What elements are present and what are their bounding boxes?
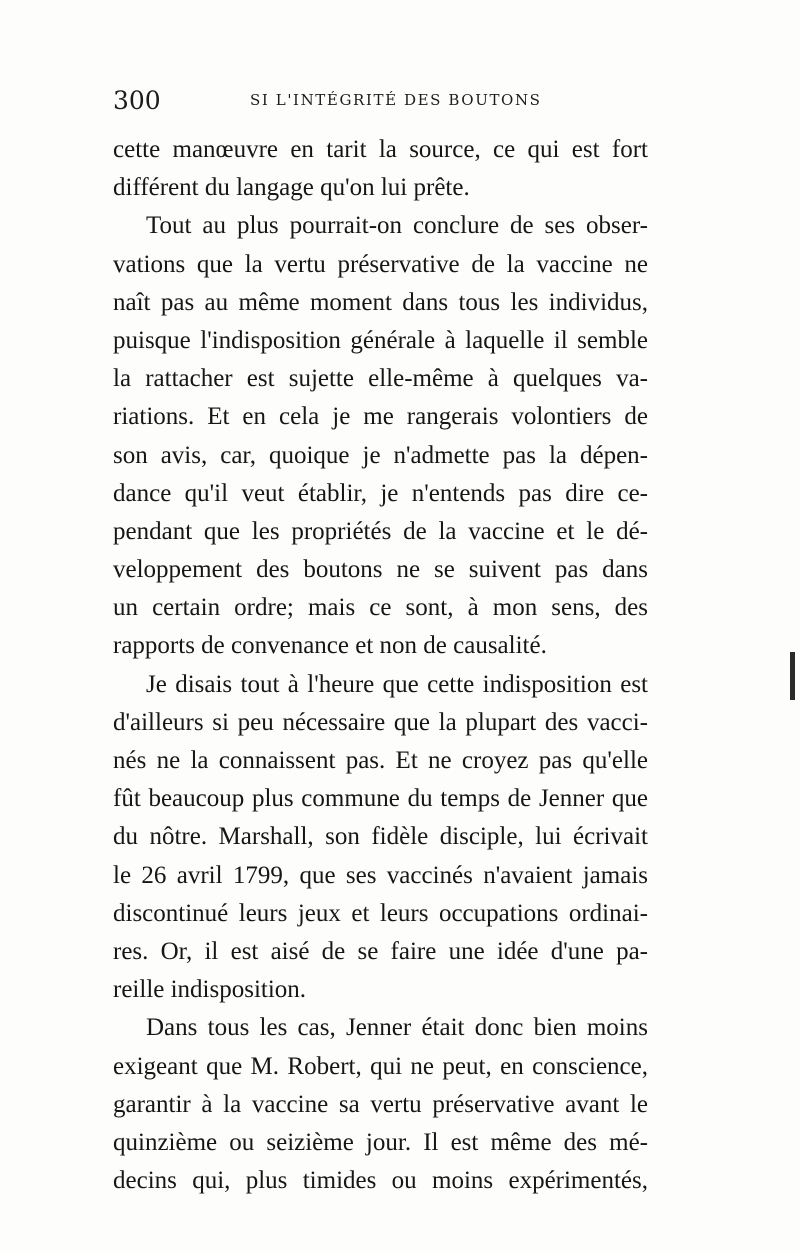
text-line: reille indisposition. xyxy=(113,976,307,1004)
text-line: discontinué leurs jeux et leurs occupations ordinai- xyxy=(113,899,648,927)
text-line: exigeant que M. Robert, qui ne peut, en conscience, xyxy=(113,1052,648,1080)
text-line: d'ailleurs si peu nécessaire que la plupart des vacci- xyxy=(113,708,648,736)
body-text xyxy=(113,131,648,1200)
text-line: puisque l'indisposition générale à laquelle il semble xyxy=(113,326,648,354)
text-line: du nôtre. Marshall, son fidèle disciple, lui écrivait xyxy=(113,823,648,851)
text-line: Dans tous les cas, Jenner était donc bien moins xyxy=(146,1014,648,1042)
text-line: garantir à la vaccine sa vertu préservative avant le xyxy=(113,1090,648,1118)
text-line: pendant que les propriétés de la vaccine et le dé- xyxy=(113,517,648,545)
running-head xyxy=(113,86,593,118)
text-line: son avis, car, quoique je n'admette pas la dépen- xyxy=(113,441,648,469)
text-line: veloppement des boutons ne se suivent pas dans xyxy=(113,556,648,584)
running-title: SI L'INTÉGRITÉ DES BOUTONS xyxy=(250,91,542,109)
text-line: fût beaucoup plus commune du temps de Jenner que xyxy=(113,785,648,813)
scan-edge-mark xyxy=(790,652,795,700)
text-line: riations. Et en cela je me rangerais volontiers de xyxy=(113,403,648,431)
text-line: le 26 avril 1799, que ses vaccinés n'avaient jamais xyxy=(113,861,648,889)
text-line: vations que la vertu préservative de la vaccine ne xyxy=(113,250,648,278)
text-line: res. Or, il est aisé de se faire une idée d'une pa- xyxy=(113,937,648,965)
page-number: 300 xyxy=(113,86,161,115)
text-line: nés ne la connaissent pas. Et ne croyez pas qu'elle xyxy=(113,747,648,774)
text-line: cette manœuvre en tarit la source, ce qui est fort xyxy=(113,136,648,163)
text-line: dance qu'il veut établir, je n'entends pas dire ce- xyxy=(113,479,648,507)
text-line: Je disais tout à l'heure que cette indisposition est xyxy=(146,670,648,698)
text-line: rapports de convenance et non de causalité. xyxy=(113,632,547,660)
text-line: Tout au plus pourrait-on conclure de ses obser- xyxy=(146,212,648,240)
text-line: différent du langage qu'on lui prête. xyxy=(113,174,470,202)
text-line: decins qui, plus timides ou moins expérimentés, xyxy=(113,1167,648,1195)
text-line: la rattacher est sujette elle-même à quelques va- xyxy=(113,365,648,393)
text-line: quinzième ou seizième jour. Il est même des mé- xyxy=(113,1128,648,1156)
text-line: un certain ordre; mais ce sont, à mon sens, des xyxy=(113,594,648,622)
text-line: naît pas au même moment dans tous les individus, xyxy=(113,288,648,316)
